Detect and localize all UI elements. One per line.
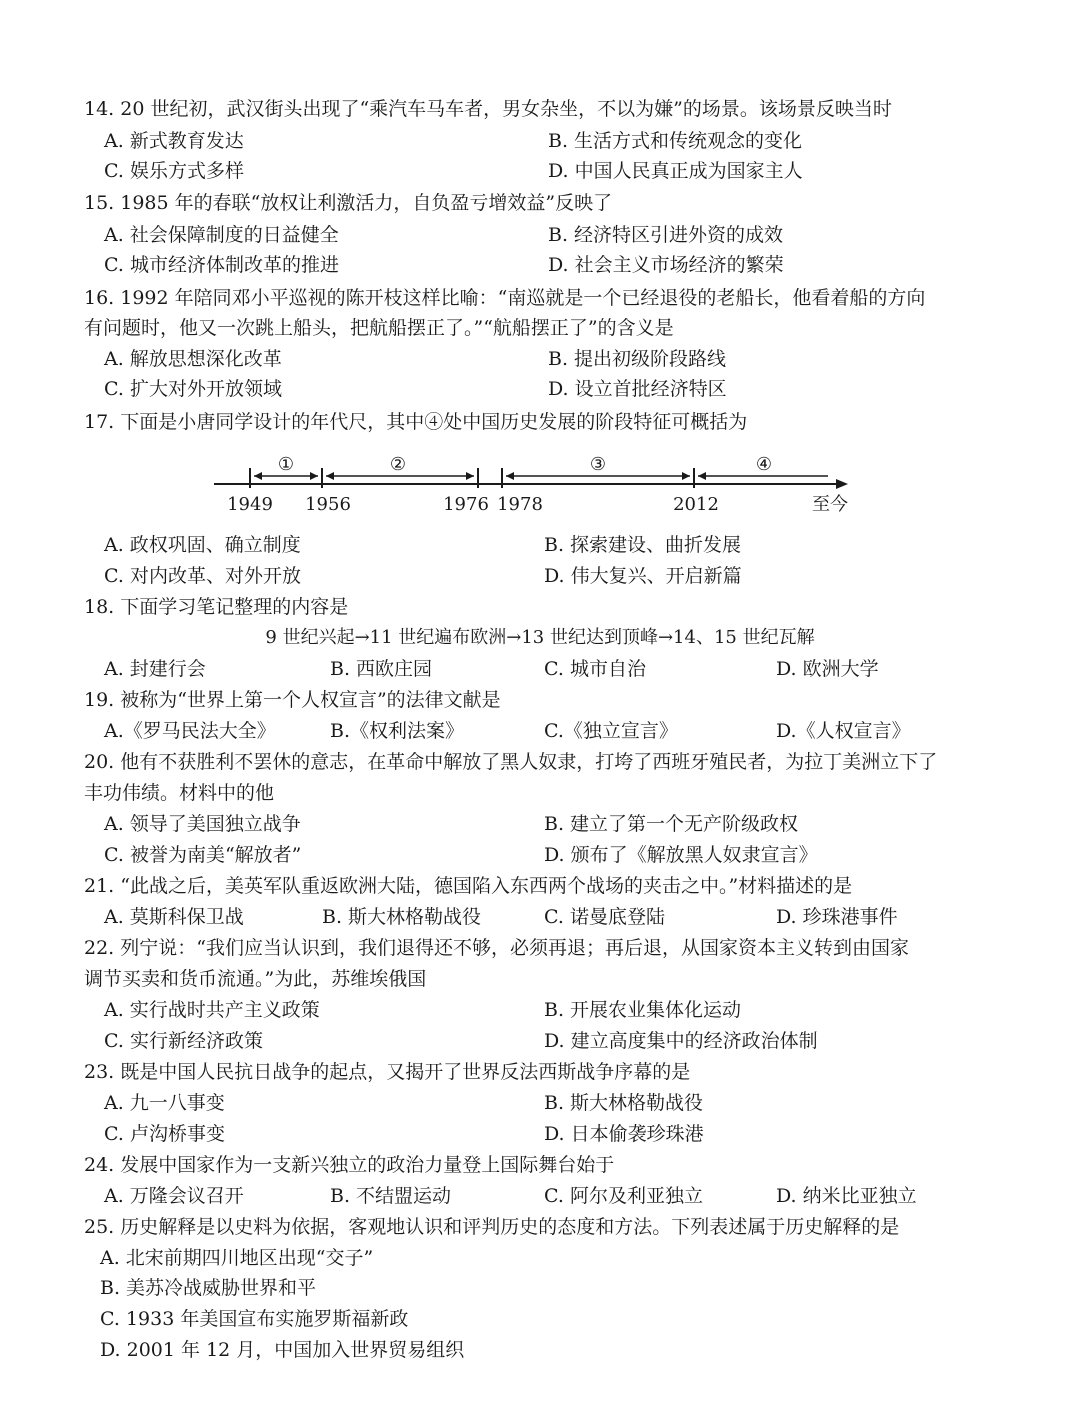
timeline-arrowhead <box>836 479 848 489</box>
q15-option-a: A. 社会保障制度的日益健全 <box>104 224 339 246</box>
question-25-stem: 25. 历史解释是以史料为依据，客观地认识和评判历史的态度和方法。下列表述属于历史解释的是 <box>84 1216 900 1238</box>
q21-option-c: C. 诺曼底登陆 <box>544 906 665 928</box>
q19-option-d: D.《人权宣言》 <box>776 720 911 742</box>
segment-3-label: ③ <box>589 454 607 475</box>
year-1956: 1956 <box>305 494 351 515</box>
q22-option-b: B. 开展农业集体化运动 <box>544 999 742 1021</box>
q18-option-c: C. 城市自治 <box>544 658 646 680</box>
q25-option-d: D. 2001 年 12 月，中国加入世界贸易组织 <box>100 1339 465 1361</box>
year-1978: 1978 <box>497 494 543 515</box>
q16-option-d: D. 设立首批经济特区 <box>548 378 727 400</box>
q19-option-b: B.《权利法案》 <box>330 720 465 742</box>
year-1949: 1949 <box>227 494 273 515</box>
question-16-stem: 16. 1992 年陪同邓小平巡视的陈开枝这样比喻：“南巡就是一个已经退役的老船长，他看着船的方向 <box>84 287 926 309</box>
q24-option-c: C. 阿尔及利亚独立 <box>544 1185 703 1207</box>
year-2012: 2012 <box>673 494 719 515</box>
question-18-stem: 18. 下面学习笔记整理的内容是 <box>84 596 349 618</box>
q17-option-c: C. 对内改革、对外开放 <box>104 565 301 587</box>
q23-option-a: A. 九一八事变 <box>104 1092 225 1114</box>
q23-option-c: C. 卢沟桥事变 <box>104 1123 225 1145</box>
question-24-stem: 24. 发展中国家作为一支新兴独立的政治力量登上国际舞台始于 <box>84 1154 615 1176</box>
segment-1-label: ① <box>277 454 295 475</box>
q20-option-d: D. 颁布了《解放黑人奴隶宣言》 <box>544 844 818 866</box>
question-19-stem: 19. 被称为“世界上第一个人权宣言”的法律文献是 <box>84 689 501 711</box>
q21-option-a: A. 莫斯科保卫战 <box>104 906 244 928</box>
q19-option-c: C.《独立宣言》 <box>544 720 678 742</box>
q20-option-a: A. 领导了美国独立战争 <box>104 813 301 835</box>
question-20-stem: 20. 他有不获胜利不罢休的意志，在革命中解放了黑人奴隶，打垮了西班牙殖民者，为拉丁美洲立下了 <box>84 751 938 773</box>
q16-option-b: B. 提出初级阶段路线 <box>548 348 727 370</box>
q16-option-a: A. 解放思想深化改革 <box>104 348 282 370</box>
q14-option-d: D. 中国人民真正成为国家主人 <box>548 160 803 182</box>
q18-note: 9 世纪兴起→11 世纪遍布欧洲→13 世纪达到顶峰→14、15 世纪瓦解 <box>265 627 815 648</box>
question-21-stem: 21. “此战之后，美英军队重返欧洲大陆，德国陷入东西两个战场的夹击之中。”材料描述的是 <box>84 875 853 897</box>
q23-option-b: B. 斯大林格勒战役 <box>544 1092 704 1114</box>
question-14-stem: 14. 20 世纪初，武汉街头出现了“乘汽车马车者，男女杂坐，不以为嫌”的场景。该场景反映当时 <box>84 98 892 120</box>
q23-option-d: D. 日本偷袭珍珠港 <box>544 1123 704 1145</box>
q24-option-b: B. 不结盟运动 <box>330 1185 452 1207</box>
q15-option-c: C. 城市经济体制改革的推进 <box>104 254 339 276</box>
q20-option-c: C. 被誉为南美“解放者” <box>104 844 302 866</box>
q14-option-a: A. 新式教育发达 <box>104 130 244 152</box>
year-1976: 1976 <box>443 494 489 515</box>
q16-option-c: C. 扩大对外开放领域 <box>104 378 282 400</box>
question-22-stem: 22. 列宁说：“我们应当认识到，我们退得还不够，必须再退；再后退，从国家资本主义转到由国家 <box>84 937 909 959</box>
q17-option-a: A. 政权巩固、确立制度 <box>104 534 301 556</box>
q21-option-d: D. 珍珠港事件 <box>776 906 898 928</box>
q25-option-c: C. 1933 年美国宣布实施罗斯福新政 <box>100 1308 409 1330</box>
q19-option-a: A.《罗马民法大全》 <box>104 720 276 742</box>
q14-option-c: C. 娱乐方式多样 <box>104 160 244 182</box>
q14-option-b: B. 生活方式和传统观念的变化 <box>548 130 803 152</box>
question-20-stem-cont: 丰功伟绩。材料中的他 <box>84 782 275 804</box>
question-22-stem-cont: 调节买卖和货币流通。”为此，苏维埃俄国 <box>84 968 427 990</box>
q25-option-a: A. 北宋前期四川地区出现“交子” <box>100 1247 374 1269</box>
q24-option-d: D. 纳米比亚独立 <box>776 1185 917 1207</box>
timeline-ruler <box>200 448 880 528</box>
q22-option-d: D. 建立高度集中的经济政治体制 <box>544 1030 818 1052</box>
q24-option-a: A. 万隆会议召开 <box>104 1185 244 1207</box>
q21-option-b: B. 斯大林格勒战役 <box>322 906 482 928</box>
q18-option-a: A. 封建行会 <box>104 658 206 680</box>
question-16-stem-cont: 有问题时，他又一次跳上船头，把航船摆正了。”“航船摆正了”的含义是 <box>84 317 674 339</box>
year-now: 至今 <box>812 494 848 515</box>
q17-option-b: B. 探索建设、曲折发展 <box>544 534 742 556</box>
q18-option-d: D. 欧洲大学 <box>776 658 879 680</box>
question-23-stem: 23. 既是中国人民抗日战争的起点，又揭开了世界反法西斯战争序幕的是 <box>84 1061 691 1083</box>
q15-option-d: D. 社会主义市场经济的繁荣 <box>548 254 784 276</box>
q22-option-c: C. 实行新经济政策 <box>104 1030 263 1052</box>
question-15-stem: 15. 1985 年的春联“放权让利激活力，自负盈亏增效益”反映了 <box>84 192 613 214</box>
q18-option-b: B. 西欧庄园 <box>330 658 433 680</box>
q17-option-d: D. 伟大复兴、开启新篇 <box>544 565 742 587</box>
q22-option-a: A. 实行战时共产主义政策 <box>104 999 320 1021</box>
q15-option-b: B. 经济特区引进外资的成效 <box>548 224 784 246</box>
question-17-stem: 17. 下面是小唐同学设计的年代尺，其中④处中国历史发展的阶段特征可概括为 <box>84 411 748 433</box>
q25-option-b: B. 美苏冷战威胁世界和平 <box>100 1277 317 1299</box>
segment-2-label: ② <box>389 454 407 475</box>
q20-option-b: B. 建立了第一个无产阶级政权 <box>544 813 799 835</box>
segment-4-label: ④ <box>755 454 773 475</box>
